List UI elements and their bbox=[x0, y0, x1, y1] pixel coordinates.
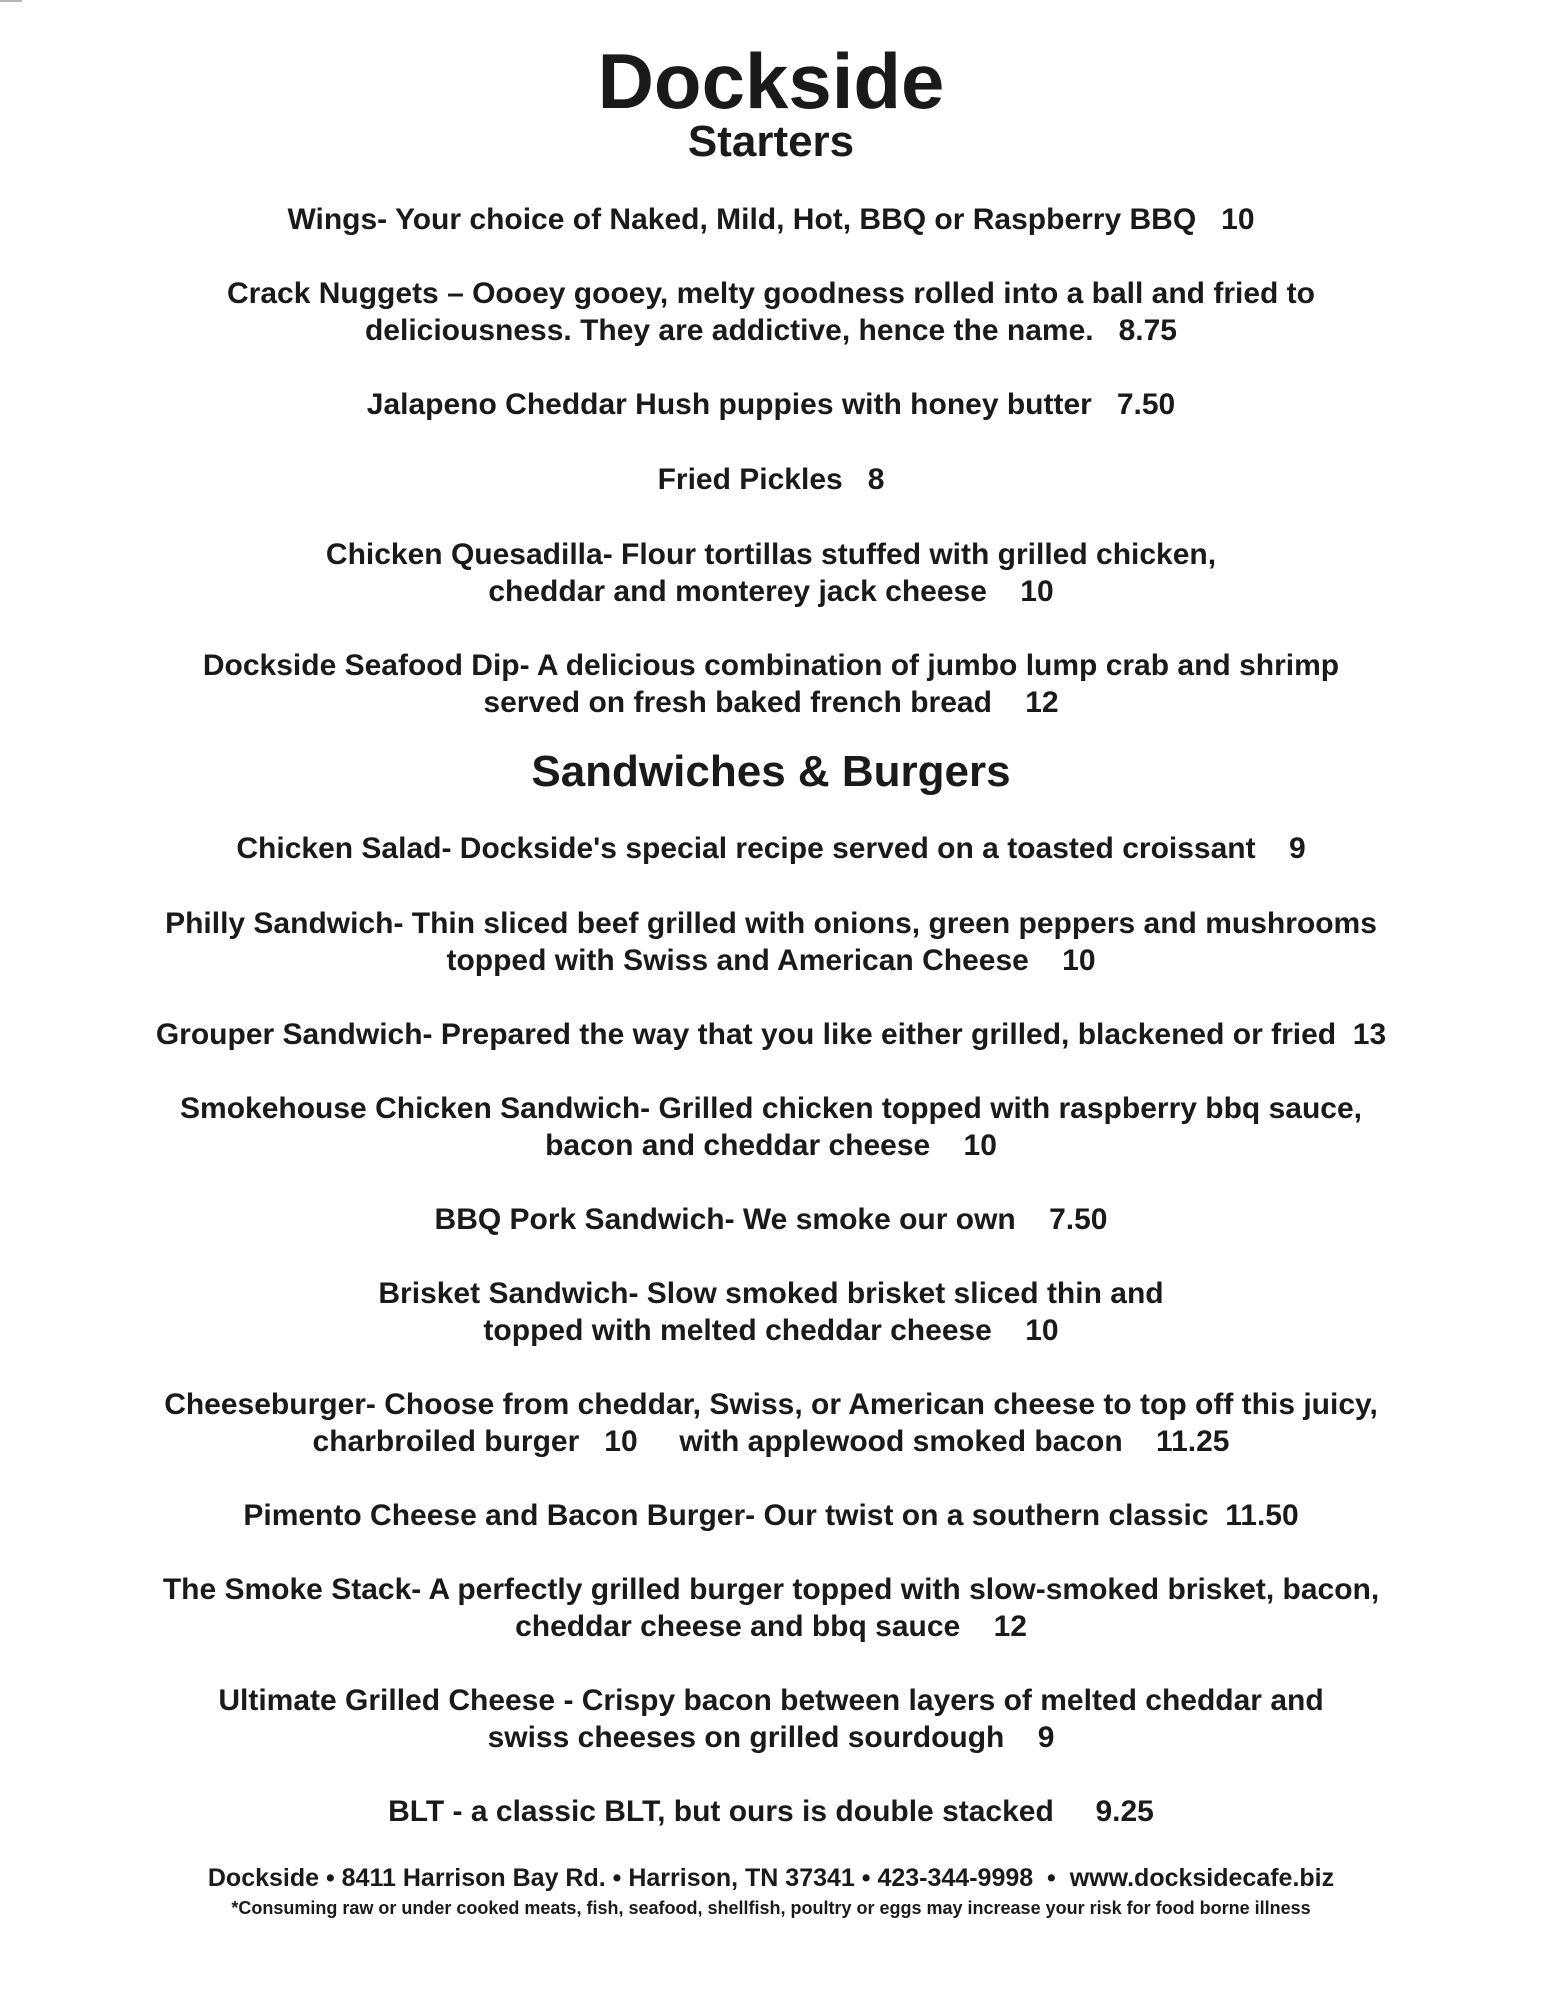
sandwich-item-smokehouse-line1: Smokehouse Chicken Sandwich- Grilled chicken topped with raspberry bbq sauce, bbox=[180, 1092, 1362, 1125]
starter-item-quesadilla-line2: cheddar and monterey jack cheese 10 bbox=[488, 575, 1054, 608]
scan-corner-mark bbox=[0, 0, 22, 2]
sandwich-item-bbq-pork: BBQ Pork Sandwich- We smoke our own 7.50 bbox=[434, 1203, 1108, 1236]
section-heading-sandwiches-burgers: Sandwiches & Burgers bbox=[531, 747, 1011, 796]
starter-item-fried-pickles: Fried Pickles 8 bbox=[657, 463, 885, 496]
starter-item-seafood-dip-line1: Dockside Seafood Dip- A delicious combination of jumbo lump crab and shrimp bbox=[202, 649, 1340, 682]
starter-item-seafood-dip-line2: served on fresh baked french bread 12 bbox=[483, 686, 1059, 719]
section-heading-starters: Starters bbox=[687, 117, 855, 166]
sandwich-item-chicken-salad: Chicken Salad- Dockside's special recipe served on a toasted croissant 9 bbox=[236, 832, 1306, 865]
starter-item-hush-puppies: Jalapeno Cheddar Hush puppies with honey butter 7.50 bbox=[366, 388, 1176, 421]
sandwich-item-cheeseburger-line1: Cheeseburger- Choose from cheddar, Swiss, or American cheese to top off this juicy, bbox=[164, 1388, 1378, 1421]
sandwich-item-philly-line2: topped with Swiss and American Cheese 10 bbox=[446, 944, 1096, 977]
starter-item-crack-nuggets-line1: Crack Nuggets – Oooey gooey, melty goodness rolled into a ball and fried to bbox=[227, 277, 1315, 310]
menu-title: Dockside bbox=[597, 37, 945, 125]
sandwich-item-smoke-stack-line1: The Smoke Stack- A perfectly grilled burger topped with slow-smoked brisket, bacon, bbox=[162, 1573, 1380, 1606]
footer-disclaimer: *Consuming raw or under cooked meats, fish, seafood, shellfish, poultry or eggs may increase your risk for food borne illness bbox=[231, 1898, 1311, 1918]
sandwich-item-blt: BLT - a classic BLT, but ours is double stacked 9.25 bbox=[388, 1795, 1154, 1828]
sandwich-item-grilled-cheese-line1: Ultimate Grilled Cheese - Crispy bacon between layers of melted cheddar and bbox=[218, 1684, 1324, 1717]
starter-item-crack-nuggets-line2: deliciousness. They are addictive, hence the name. 8.75 bbox=[364, 314, 1177, 347]
sandwich-item-grilled-cheese-line2: swiss cheeses on grilled sourdough 9 bbox=[487, 1721, 1055, 1754]
footer-address: Dockside • 8411 Harrison Bay Rd. • Harrison, TN 37341 • 423-344-9998 • www.docksidecafe.biz bbox=[207, 1864, 1335, 1892]
starter-item-quesadilla-line1: Chicken Quesadilla- Flour tortillas stuffed with grilled chicken, bbox=[325, 538, 1217, 571]
sandwich-item-philly-line1: Philly Sandwich- Thin sliced beef grilled with onions, green peppers and mushrooms bbox=[165, 907, 1377, 940]
sandwich-item-smoke-stack-line2: cheddar cheese and bbq sauce 12 bbox=[515, 1610, 1027, 1643]
sandwich-item-brisket-line1: Brisket Sandwich- Slow smoked brisket sliced thin and bbox=[378, 1277, 1164, 1310]
starter-item-wings: Wings- Your choice of Naked, Mild, Hot, BBQ or Raspberry BBQ 10 bbox=[287, 203, 1255, 236]
sandwich-item-smokehouse-line2: bacon and cheddar cheese 10 bbox=[545, 1129, 997, 1162]
sandwich-item-brisket-line2: topped with melted cheddar cheese 10 bbox=[483, 1314, 1059, 1347]
sandwich-item-pimento-burger: Pimento Cheese and Bacon Burger- Our twist on a southern classic 11.50 bbox=[243, 1499, 1299, 1532]
sandwich-item-grouper: Grouper Sandwich- Prepared the way that you like either grilled, blackened or fried 13 bbox=[155, 1018, 1387, 1051]
sandwich-item-cheeseburger-line2: charbroiled burger 10 with applewood smoked bacon 11.25 bbox=[312, 1425, 1230, 1458]
